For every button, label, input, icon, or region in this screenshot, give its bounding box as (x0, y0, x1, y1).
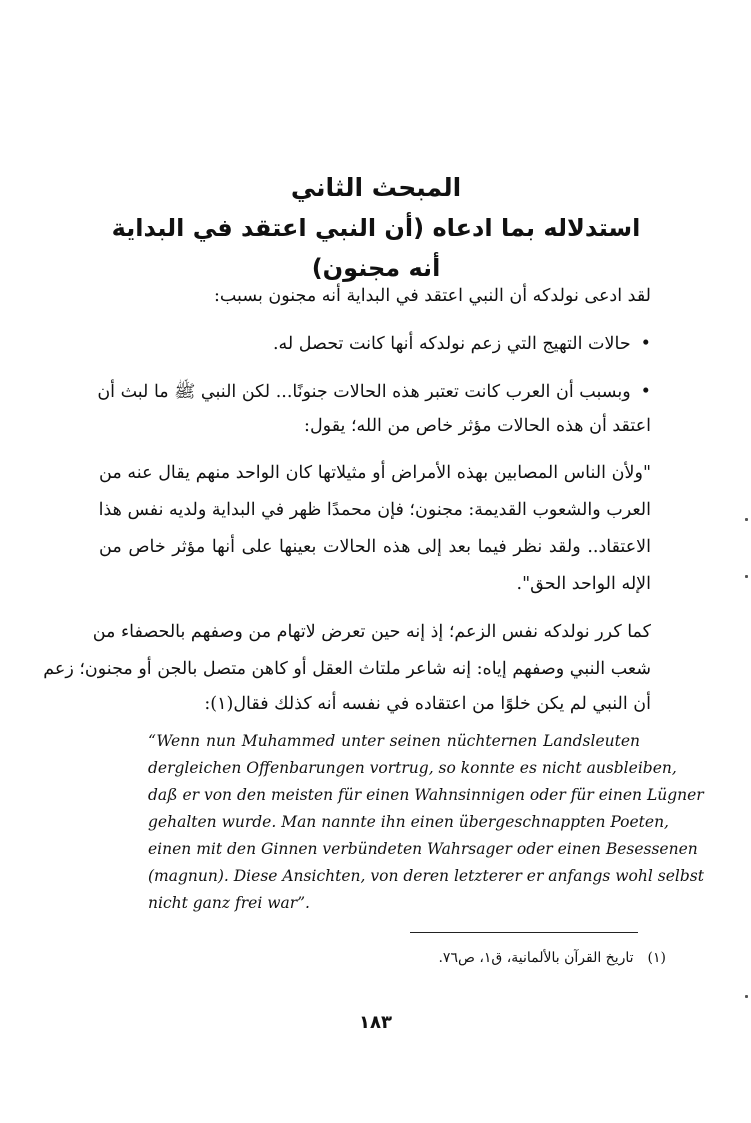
section-subtitle: استدلاله بما ادعاه (أن النبي اعتقد في البداية أنه مجنون) (111, 214, 641, 282)
paragraph-line: شعب النبي وصفهم إياه: إنه شاعر ملتاث العقل أو كاهن متصل بالجن أو مجنون؛ زعم (43, 659, 651, 679)
paragraph-line: كما كرر نولدكه نفس الزعم؛ إذ إنه حين تعرض لاتهام من وصفهم بالحصفاء من (92, 622, 651, 642)
scan-mark (745, 575, 748, 578)
german-quote-line: nicht ganz frei war”. (148, 894, 310, 912)
arabic-quote-line: "ولأن الناس المصابين بهذه الأمراض أو مثيلاتها كان الواحد منهم يقال عنه من (99, 463, 651, 483)
bullet-item-2-line-1 (99, 380, 651, 406)
section-title: المبحث الثاني (290, 173, 462, 202)
german-quote-line: einen mit den Ginnen verbündeten Wahrsager oder einen Besessenen (148, 840, 698, 858)
paragraph-line: أن النبي لم يكن خلوًا من اعتقاده في نفسه أنه كذلك فقال(١): (204, 694, 651, 714)
german-quote-line: dergleichen Offenbarungen vortrug, so konnte es nicht ausbleiben, (148, 759, 677, 777)
bullet-icon: • (640, 382, 651, 402)
bullet-item-1 (273, 334, 651, 354)
arabic-quote-line: العرب والشعوب القديمة: مجنون؛ فإن محمدًا ظهر في البداية ولديه نفس هذا (98, 500, 651, 520)
bullet-text: وبسبب أن العرب كانت تعتبر هذه الحالات جنونًا... لكن النبي ﷺ ما لبث أن (97, 382, 631, 402)
footnote-text: تاريخ القرآن بالألمانية، ق١، ص٧٦. (438, 950, 634, 966)
bullet-text: حالات التهيج التي زعم نولدكه أنها كانت تحصل له. (272, 334, 631, 354)
scan-mark (745, 995, 748, 998)
intro-paragraph: لقد ادعى نولدكه أن النبي اعتقد في البداية أنه مجنون بسبب: (213, 286, 651, 306)
german-quote-line: daß er von den meisten für einen Wahnsinnigen oder für einen Lügner (148, 786, 704, 804)
scan-mark (745, 518, 748, 521)
footnote-divider (410, 932, 638, 933)
german-quote-line: “Wenn nun Muhammed unter seinen nüchternen Landsleuten (148, 732, 640, 750)
footnote (438, 950, 666, 966)
arabic-quote-line: الإله الواحد الحق". (516, 574, 651, 594)
german-quote-line: (magnun). Diese Ansichten, von deren letzterer er anfangs wohl selbst (148, 867, 704, 885)
german-quote-line: gehalten wurde. Man nannte ihn einen übergeschnappten Poeten, (148, 813, 669, 831)
footnote-number: (١) (647, 950, 666, 966)
page-number: ١٨٣ (359, 1012, 392, 1033)
chapter-headings (100, 168, 652, 288)
arabic-quote-line: الاعتقاد.. ولقد نظر فيما بعد إلى هذه الحالات بعينها على أنها مؤثر خاص من (99, 537, 651, 557)
bullet-item-2-line-2: اعتقد أن هذه الحالات مؤثر خاص من الله؛ يقول: (304, 416, 651, 436)
bullet-icon: • (640, 334, 651, 354)
